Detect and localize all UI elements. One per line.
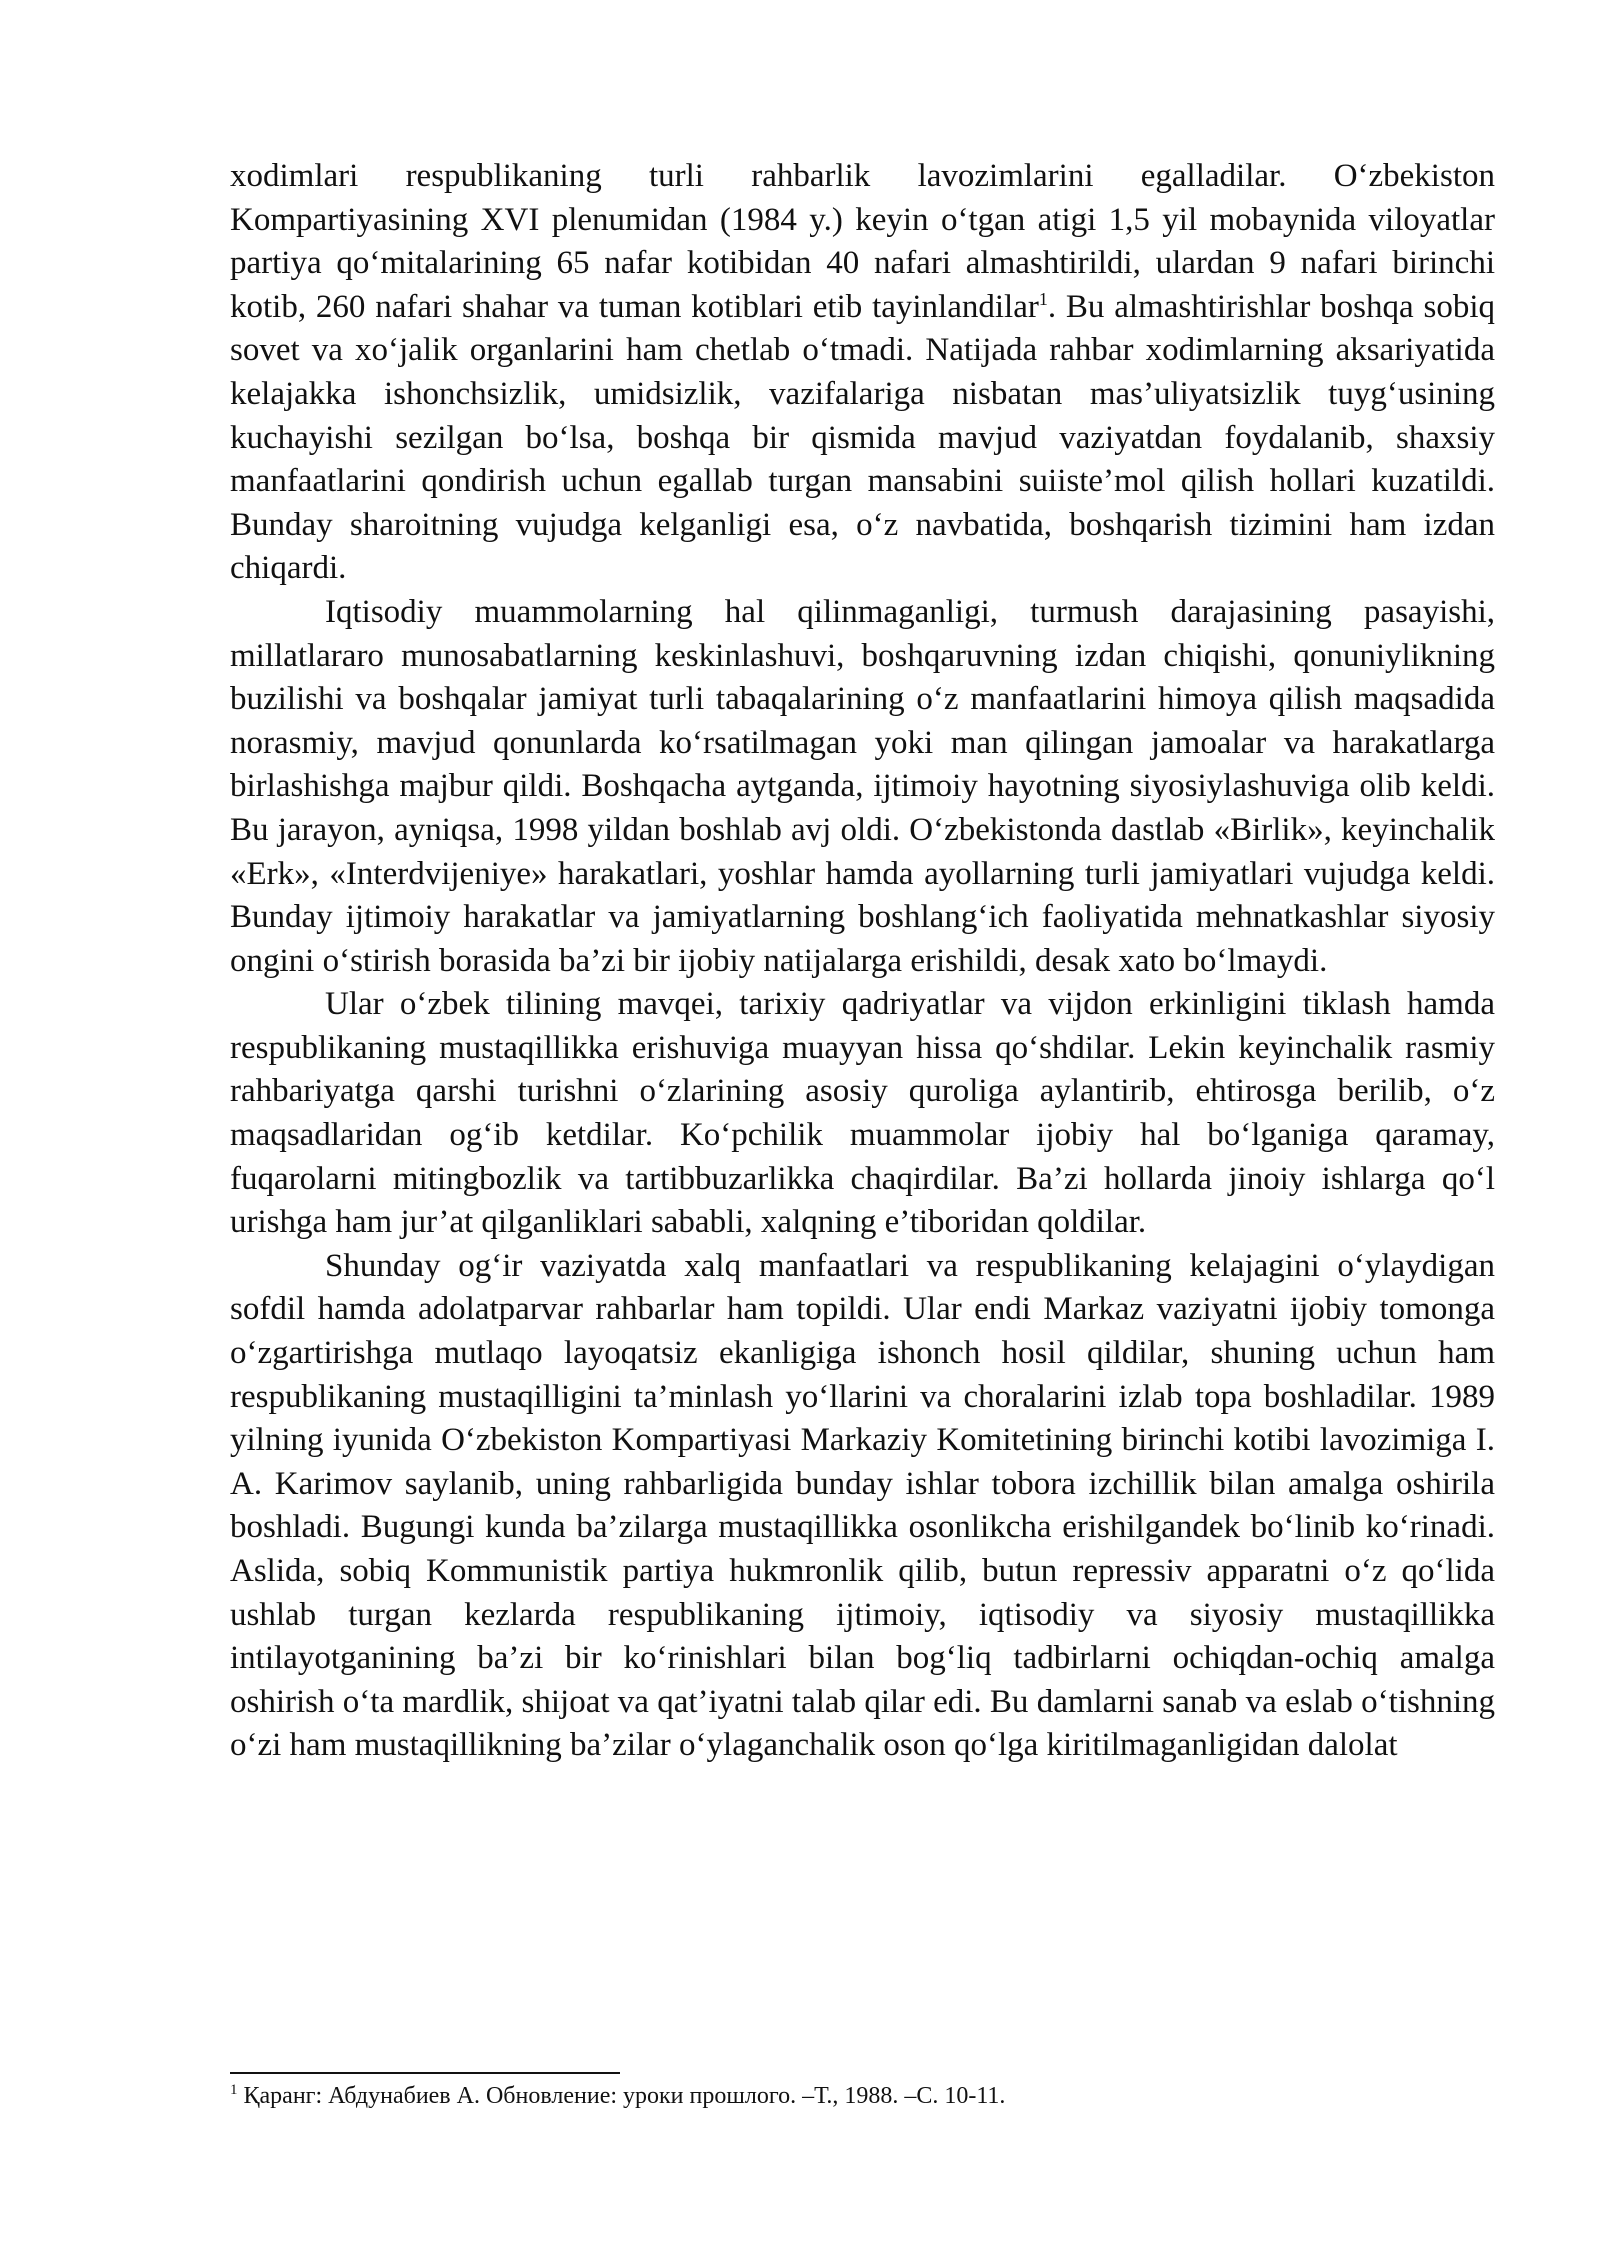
paragraph-1-text: xodimlari respublikaning turli rahbarlik lavozimlarini egalladilar. O‘zbekiston Kompartiyasining XVI plenumidan (1984 y.) keyin o‘tgan atigi 1,5 yil mobaynida viloyatlar partiya qo‘mitalarining 65 nafar kotibidan 40 nafari almashtirildi, ulardan 9 nafari birinchi kotib, 260 nafari shahar va tuman kotiblari etib tayinlandilar: [230, 158, 1495, 325]
footnote-marker: 1: [230, 2082, 238, 2098]
footnote-separator: [230, 2072, 620, 2074]
paragraph-1: [230, 155, 1495, 591]
footnote-reference: 1: [1038, 288, 1048, 309]
paragraph-1-text-continued: . Bu almashtirishlar boshqa sobiq sovet va xo‘jalik organlarini ham chetlab o‘tmadi. Natijada rahbar xodimlarning aksariyatida kelajakka ishonchsizlik, umidsizlik, vazifalariga nisbatan mas’uliyatsizlik tuyg‘usining kuchayishi sezilgan bo‘lsa, boshqa bir qismida mavjud vaziyatdan foydalanib, shaxsiy manfaatlarini qondirish uchun egallab turgan mansabini suiiste’mol qilish hollari kuzatildi. Bunday sharoitning vujudga kelganligi esa, o‘z navbatida, boshqarish tizimini ham izdan chiqardi.: [230, 288, 1495, 587]
paragraph-4: Shunday og‘ir vaziyatda xalq manfaatlari va respublikaning kelajagini o‘ylaydigan sofdil hamda adolatparvar rahbarlar ham topildi. Ular endi Markaz vaziyatni ijobiy tomonga o‘zgartirishga mutlaqo layoqatsiz ekanligiga ishonch hosil qildilar, shuning uchun ham respublikaning mustaqilligini ta’minlash yo‘llarini va choralarini izlab topa boshladilar. 1989 yilning iyunida O‘zbekiston Kompartiyasi Markaziy Komitetining birinchi kotibi lavozimiga I. A. Karimov saylanib, uning rahbarligida bunday ishlar tobora izchillik bilan amalga oshirila boshladi. Bugungi kunda ba’zilarga mustaqillikka osonlikcha erishilgandek bo‘linib ko‘rinadi. Aslida, sobiq Kommunistik partiya hukmronlik qilib, butun repressiv apparatni o‘z qo‘lida ushlab turgan kezlarda respublikaning ijtimoiy, iqtisodiy va siyosiy mustaqillikka intilayotganining ba’zi bir ko‘rinishlari bilan bog‘liq tadbirlarni ochiqdan-ochiq amalga oshirish o‘ta mardlik, shijoat va qat’iyatni talab qilar edi. Bu damlarni sanab va eslab o‘tishning o‘zi ham mustaqillikning ba’zilar o‘ylaganchalik oson qo‘lga kiritilmaganligidan dalolat: [230, 1247, 1495, 1764]
paragraph-3: Ular o‘zbek tilining mavqei, tarixiy qadriyatlar va vijdon erkinligini tiklash hamda respublikaning mustaqillikka erishuviga muayyan hissa qo‘shdilar. Lekin keyinchalik rasmiy rahbariyatga qarshi turishni o‘zlarining asosiy quroliga aylantirib, ehtirosga berilib, o‘z maqsadlaridan og‘ib ketdilar. Ko‘pchilik muammolar ijobiy hal bo‘lganiga qaramay, fuqarolarni mitingbozlik va tartibbuzarlikka chaqirdilar. Ba’zi hollarda jinoiy ishlarga qo‘l urishga ham jur’at qilganliklari sababli, xalqning e’tiboridan qoldilar.: [230, 986, 1495, 1241]
footnote: [230, 2080, 1495, 2112]
footnote-text: Қаранг: Абдунабиев А. Обновление: уроки прошлого. –Т., 1988. –С. 10-11.: [237, 2083, 1006, 2109]
paragraph-2: Iqtisodiy muammolarning hal qilinmaganligi, turmush darajasining pasayishi, millatlararo munosabatlarning keskinlashuvi, boshqaruvning izdan chiqishi, qonuniylikning buzilishi va boshqalar jamiyat turli tabaqalarining o‘z manfaatlarini himoya qilish maqsadida norasmiy, mavjud qonunlarda ko‘rsatilmagan yoki man qilingan jamoalar va harakatlarga birlashishga majbur qildi. Boshqacha aytganda, ijtimoiy hayotning siyosiylashuviga olib keldi. Bu jarayon, ayniqsa, 1998 yildan boshlab avj oldi. O‘zbekistonda dastlab «Birlik», keyinchalik «Erk», «Interdvijeniye» harakatlari, yoshlar hamda ayollarning turli jamiyatlari vujudga keldi. Bunday ijtimoiy harakatlar va jamiyatlarning boshlang‘ich faoliyatida mehnatkashlar siyosiy ongini o‘stirish borasida ba’zi bir ijobiy natijalarga erishildi, desak xato bo‘lmaydi.: [230, 593, 1495, 979]
body-text: [230, 155, 1495, 1768]
